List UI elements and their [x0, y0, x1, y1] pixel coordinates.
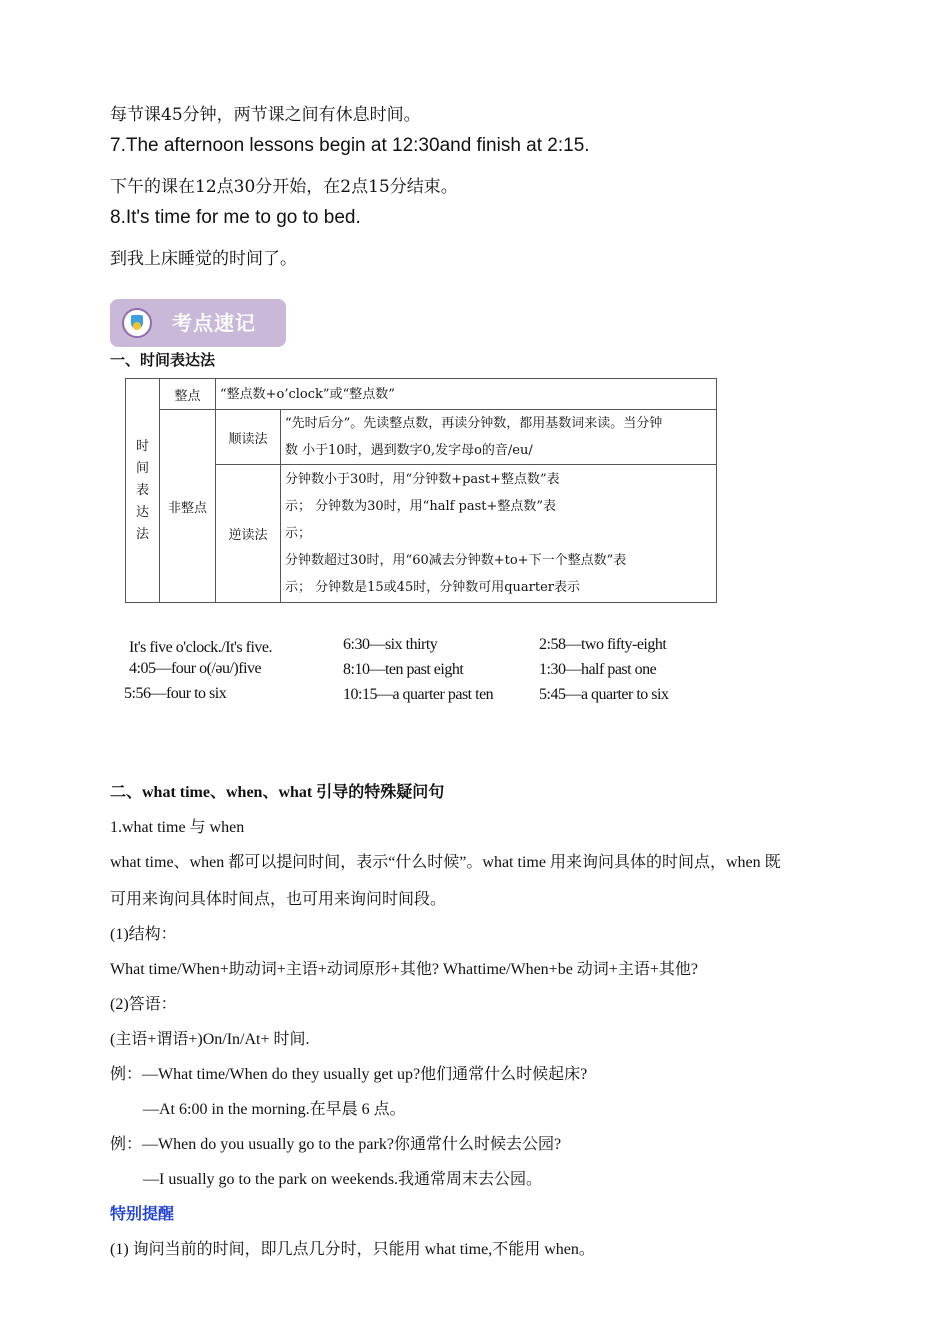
whole-hour-rule: “整点数+o’clock”或“整点数” [216, 379, 717, 410]
paragraph: what time、when 都可以提问时间，表示“什么时候”。what time 用来询问具体的时间点，when 既 [110, 854, 781, 871]
intro-line-2: 7.The afternoon lessons begin at 12:30and finish at 2:15. [110, 135, 590, 156]
intro-line-4: 8.It's time for me to go to bed. [110, 207, 361, 228]
side-char: 表 [135, 482, 149, 498]
paragraph: (2)答语： [110, 996, 177, 1013]
example-item: It's five o'clock./It's five. [129, 639, 272, 656]
reverse-reading-label: 逆读法 [216, 465, 281, 603]
section-badge [110, 299, 286, 347]
example-item: 2:58—two fifty-eight [539, 636, 667, 653]
example-item: 4:05—four o(/əu/)five [129, 660, 262, 677]
example-answer: —I usually go to the park on weekends.我通常周末去公园。 [143, 1171, 543, 1188]
paragraph: What time/When+助动词+主语+动词原形+其他? Whattime/When+be 动词+主语+其他? [110, 961, 698, 978]
side-char: 时 [135, 438, 149, 454]
example-item: 6:30—six thirty [343, 636, 438, 653]
reverse-rule-line: 分钟数小于30时，用“分钟数+past+整点数”表 [285, 472, 560, 487]
reverse-rule-line: 示； 分钟数是15或45时，分钟数可用quarter表示 [285, 580, 581, 595]
example-answer: —At 6:00 in the morning.在早晨 6 点。 [143, 1101, 406, 1118]
section1-heading: 一、时间表达法 [110, 351, 216, 369]
forward-rule-line: 数 小于10时，遇到数字0,发字母o的音/eu/ [285, 443, 533, 458]
forward-reading-rule [281, 410, 717, 465]
medal-icon [122, 308, 152, 338]
note-title: 特别提醒 [110, 1206, 175, 1223]
reverse-rule-line: 示； 分钟数为30时，用“half past+整点数”表 [285, 499, 557, 514]
side-char: 法 [135, 526, 149, 542]
side-char: 间 [135, 460, 149, 476]
reverse-rule-line: 分钟数超过30时，用“60减去分钟数+to+下一个整点数”表 [285, 553, 627, 568]
example-item: 5:45—a quarter to six [539, 686, 669, 703]
intro-line-3: 下午的课在12点30分开始，在2点15分结束。 [110, 177, 458, 197]
example-item: 10:15—a quarter past ten [343, 686, 494, 703]
example-item: 8:10—ten past eight [343, 661, 464, 678]
table-side-header [126, 379, 160, 603]
reverse-reading-rule [281, 465, 717, 603]
forward-reading-label: 顺读法 [216, 410, 281, 465]
example-item: 5:56—four to six [124, 685, 227, 702]
non-whole-hour-label: 非整点 [160, 410, 216, 603]
section2-heading: 二、what time、when、what 引导的特殊疑问句 [110, 784, 445, 801]
paragraph: 1.what time 与 when [110, 819, 245, 836]
time-expression-table [125, 378, 717, 603]
badge-label: 考点速记 [172, 311, 256, 335]
paragraph: (1) 询问当前的时间，即几点几分时，只能用 what time,不能用 when。 [110, 1241, 595, 1258]
reverse-rule-line: 示； [285, 526, 312, 541]
paragraph: (主语+谓语+)On/In/At+ 时间. [110, 1031, 310, 1048]
example-sentence: 例：—What time/When do they usually get up?他们通常什么时候起床? [110, 1066, 588, 1083]
intro-line-1: 每节课45分钟，两节课之间有休息时间。 [110, 105, 421, 125]
paragraph: 可用来询问具体时间点，也可用来询问时间段。 [110, 891, 447, 908]
forward-rule-line: “先时后分”。先读整点数，再读分钟数，都用基数词来读。当分钟 [285, 416, 663, 431]
side-char: 达 [135, 504, 149, 520]
paragraph: (1)结构： [110, 926, 177, 943]
example-sentence: 例：—When do you usually go to the park?你通常什么时候去公园? [110, 1136, 562, 1153]
whole-hour-label: 整点 [160, 379, 216, 410]
intro-line-5: 到我上床睡觉的时间了。 [110, 249, 297, 269]
example-item: 1:30—half past one [539, 661, 657, 678]
